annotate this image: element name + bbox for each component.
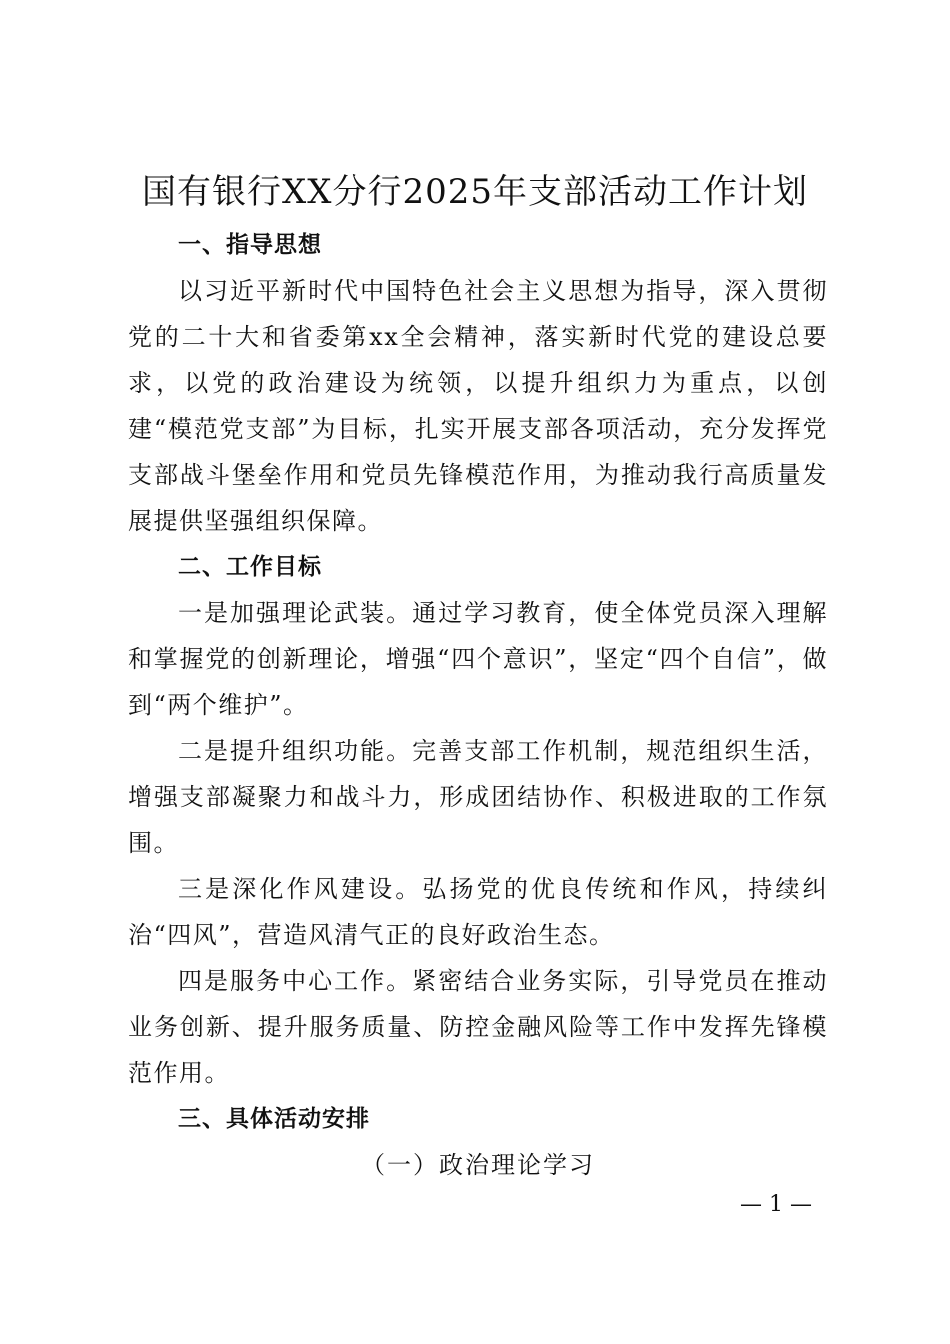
paragraph-guiding-ideology: 以习近平新时代中国特色社会主义思想为指导，深入贯彻党的二十大和省委第xx全会精神，落实新时代党的建设总要求，以党的政治建设为统领，以提升组织力为重点，以创建“模范党支部”为目标，扎实开展支部各项活动，充分发挥党支部战斗堡垒作用和党员先锋模范作用，为推动我行高质量发展提供坚强组织保障。 xyxy=(128,277,828,535)
page-number: — 1 — xyxy=(740,1192,812,1217)
section-heading-work-goals: 二、工作目标 xyxy=(178,554,322,580)
section-heading-guiding-ideology: 一、指导思想 xyxy=(178,232,322,258)
section-heading-activity-arrangements: 三、具体活动安排 xyxy=(178,1106,370,1132)
paragraph-goal-1: 一是加强理论武装。通过学习教育，使全体党员深入理解和掌握党的创新理论，增强“四个意识”，坚定“四个自信”，做到“两个维护”。 xyxy=(128,599,828,719)
paragraph-goal-3: 三是深化作风建设。弘扬党的优良传统和作风，持续纠治“四风”，营造风清气正的良好政治生态。 xyxy=(128,875,828,949)
document-body xyxy=(128,222,828,1188)
document-title: 国有银行XX分行2025年支部活动工作计划 xyxy=(142,172,808,212)
paragraph-goal-2: 二是提升组织功能。完善支部工作机制，规范组织生活，增强支部凝聚力和战斗力，形成团结协作、积极进取的工作氛围。 xyxy=(128,737,828,857)
subheading-political-study: （一）政治理论学习 xyxy=(361,1151,595,1179)
paragraph-goal-4: 四是服务中心工作。紧密结合业务实际，引导党员在推动业务创新、提升服务质量、防控金融风险等工作中发挥先锋模范作用。 xyxy=(128,967,828,1087)
